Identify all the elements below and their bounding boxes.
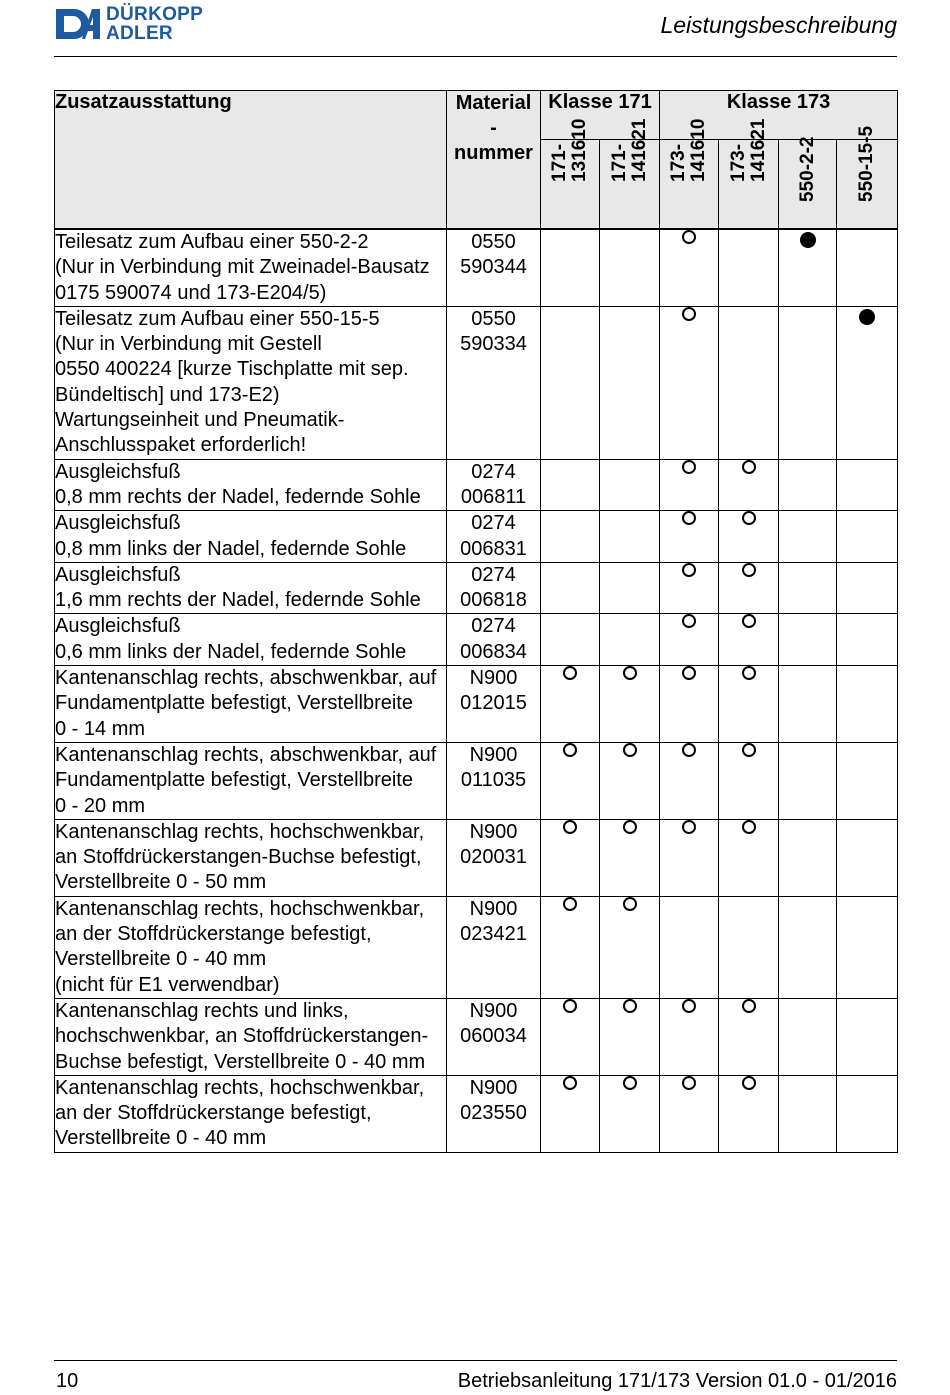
availability-cell (837, 998, 898, 1075)
availability-cell (837, 229, 898, 306)
availability-cell (541, 614, 600, 666)
material-number-cell (447, 666, 541, 743)
open-circle-icon (623, 820, 637, 834)
availability-cell (779, 562, 837, 614)
open-circle-icon (742, 743, 756, 757)
header-subcol-line1: 550-15-5 (856, 125, 878, 202)
description-line: Fundamentplatte befestigt, Verstellbreite (55, 692, 413, 715)
availability-cell (600, 562, 660, 614)
open-circle-icon (682, 563, 696, 577)
header-subcol-1 (600, 118, 660, 230)
description-line: Kantenanschlag rechts, hochschwenkbar, (55, 897, 425, 920)
table-row (55, 896, 898, 998)
material-number-line: N900 (469, 897, 518, 920)
table-row (55, 742, 898, 819)
header-subcol-label (798, 137, 818, 203)
table-row (55, 998, 898, 1075)
description-cell (55, 896, 447, 998)
material-number-cell (447, 511, 541, 563)
material-number-line: 011035 (460, 769, 527, 792)
material-number-line: N900 (469, 999, 518, 1022)
availability-cell (779, 742, 837, 819)
material-number-line: 060034 (460, 1025, 527, 1048)
availability-cell (719, 306, 779, 459)
material-number-line: 023421 (460, 923, 527, 946)
availability-cell (600, 229, 660, 306)
material-number-line: N900 (469, 743, 518, 766)
header-subcol-line2: 141621 (747, 118, 769, 182)
logo-wordmark (106, 5, 203, 43)
availability-cell (660, 562, 719, 614)
open-circle-icon (623, 999, 637, 1013)
open-circle-icon (682, 614, 696, 628)
availability-cell (719, 819, 779, 896)
header-divider (54, 56, 897, 57)
availability-cell (660, 896, 719, 998)
duerkopp-adler-logo-icon (54, 3, 102, 45)
description-line: Ausgleichsfuß (55, 460, 181, 483)
description-line: Kantenanschlag rechts, hochschwenkbar, (55, 820, 425, 843)
availability-cell (779, 306, 837, 459)
availability-cell (660, 459, 719, 511)
description-line: 1,6 mm rechts der Nadel, federnde Sohle (55, 589, 421, 612)
open-circle-icon (682, 460, 696, 474)
availability-cell (541, 229, 600, 306)
availability-cell (779, 1075, 837, 1152)
header-subcol-label (669, 119, 709, 182)
availability-cell (541, 896, 600, 998)
description-line: Teilesatz zum Aufbau einer 550-2-2 (55, 231, 369, 253)
header-klasse-173: Klasse 173 (660, 91, 898, 140)
description-line: Ausgleichsfuß (55, 615, 181, 638)
availability-cell (837, 511, 898, 563)
description-line: 0,8 mm links der Nadel, federnde Sohle (55, 537, 407, 560)
material-number-line: N900 (469, 820, 518, 843)
availability-cell (837, 1075, 898, 1152)
material-number-line: 006834 (460, 640, 527, 663)
open-circle-icon (623, 1076, 637, 1090)
description-cell (55, 306, 447, 459)
description-cell (55, 614, 447, 666)
description-line: 0 - 14 mm (55, 717, 146, 740)
material-number-line: 012015 (460, 692, 527, 715)
header-subcol-label (857, 126, 877, 202)
description-line: Fundamentplatte befestigt, Verstellbreite (55, 769, 413, 792)
availability-cell (837, 742, 898, 819)
description-cell (55, 998, 447, 1075)
header-subcol-3 (719, 118, 779, 230)
material-number-line: 0274 (471, 615, 516, 638)
open-circle-icon (742, 820, 756, 834)
description-line: (Nur in Verbindung mit Zweinadel-Bausatz (55, 256, 430, 279)
material-number-line: 590334 (460, 333, 527, 356)
header-material-line2: - (490, 117, 497, 139)
description-line: Kantenanschlag rechts, abschwenkbar, auf (55, 667, 437, 690)
footer-divider (54, 1360, 897, 1361)
availability-cell (600, 614, 660, 666)
material-number-line: N900 (469, 1076, 518, 1099)
material-number-cell (447, 306, 541, 459)
open-circle-icon (682, 511, 696, 525)
description-line: Kantenanschlag rechts, hochschwenkbar, (55, 1076, 425, 1099)
availability-cell (600, 1075, 660, 1152)
availability-cell (600, 306, 660, 459)
header-subcol-0 (541, 118, 600, 230)
table-row (55, 819, 898, 896)
description-line: 0,8 mm rechts der Nadel, federnde Sohle (55, 485, 421, 508)
header-zusatzausstattung: Zusatzausstattung (55, 91, 447, 230)
availability-cell (541, 998, 600, 1075)
equipment-table (54, 90, 898, 1153)
availability-cell (600, 896, 660, 998)
header-subcol-label (729, 119, 769, 182)
availability-cell (837, 306, 898, 459)
description-cell (55, 562, 447, 614)
material-number-line: 006831 (460, 537, 527, 560)
availability-cell (779, 614, 837, 666)
header-subcol-line1: 550-2-2 (796, 136, 818, 202)
availability-cell (660, 666, 719, 743)
description-cell (55, 666, 447, 743)
open-circle-icon (563, 897, 577, 911)
open-circle-icon (623, 666, 637, 680)
availability-cell (541, 511, 600, 563)
availability-cell (719, 896, 779, 998)
table-row (55, 229, 898, 306)
availability-cell (660, 1075, 719, 1152)
open-circle-icon (682, 743, 696, 757)
open-circle-icon (563, 666, 577, 680)
filled-circle-icon (859, 309, 875, 325)
description-line: (nicht für E1 verwendbar) (55, 973, 280, 996)
open-circle-icon (742, 614, 756, 628)
availability-cell (779, 459, 837, 511)
header-subcol-line1: 173- (668, 143, 690, 182)
material-number-line: 0274 (471, 512, 516, 535)
availability-cell (600, 459, 660, 511)
availability-cell (660, 306, 719, 459)
open-circle-icon (682, 999, 696, 1013)
open-circle-icon (742, 1076, 756, 1090)
availability-cell (660, 998, 719, 1075)
material-number-cell (447, 896, 541, 998)
description-line: Verstellbreite 0 - 50 mm (55, 871, 267, 894)
open-circle-icon (563, 743, 577, 757)
header-klasse-171: Klasse 171 (541, 91, 660, 140)
open-circle-icon (563, 999, 577, 1013)
description-line: Ausgleichsfuß (55, 563, 181, 586)
logo (54, 3, 203, 45)
availability-cell (541, 306, 600, 459)
header-material-line1: Material (455, 92, 532, 114)
availability-cell (837, 562, 898, 614)
description-line: Kantenanschlag rechts und links, (55, 999, 349, 1022)
availability-cell (660, 742, 719, 819)
description-line: Wartungseinheit und Pneumatik- (55, 409, 345, 432)
availability-cell (719, 742, 779, 819)
header-subcol-line1: 171- (608, 143, 630, 182)
description-line: (Nur in Verbindung mit Gestell (55, 333, 322, 356)
page-header-title: Leistungsbeschreibung (660, 12, 897, 38)
material-number-line: 023550 (460, 1102, 527, 1125)
header-subcol-line2: 131610 (569, 118, 590, 182)
header-subcol-label (550, 119, 590, 182)
availability-cell (719, 614, 779, 666)
availability-cell (541, 1075, 600, 1152)
page-number: 10 (56, 1370, 79, 1392)
availability-cell (541, 742, 600, 819)
header-subcol-line2: 141621 (628, 118, 650, 182)
open-circle-icon (682, 1076, 696, 1090)
description-line: Buchse befestigt, Verstellbreite 0 - 40 mm (55, 1050, 426, 1073)
table-row (55, 1075, 898, 1152)
availability-cell (719, 562, 779, 614)
material-number-line: 0550 (471, 231, 516, 253)
table-row (55, 459, 898, 511)
table-row (55, 562, 898, 614)
availability-cell (837, 896, 898, 998)
availability-cell (719, 998, 779, 1075)
open-circle-icon (623, 897, 637, 911)
availability-cell (837, 819, 898, 896)
description-cell (55, 1075, 447, 1152)
description-cell (55, 742, 447, 819)
material-number-line: 0550 (471, 307, 516, 330)
availability-cell (600, 998, 660, 1075)
availability-cell (779, 896, 837, 998)
header-subcol-2 (660, 118, 719, 230)
header-material-line3: nummer (454, 142, 533, 164)
availability-cell (660, 511, 719, 563)
material-number-line: N900 (469, 667, 518, 690)
description-line: Anschlusspaket erforderlich! (55, 434, 307, 457)
availability-cell (541, 666, 600, 743)
availability-cell (600, 511, 660, 563)
open-circle-icon (682, 307, 696, 321)
header-subcol-5 (837, 125, 898, 230)
availability-cell (541, 459, 600, 511)
availability-cell (660, 229, 719, 306)
availability-cell (779, 998, 837, 1075)
availability-cell (719, 229, 779, 306)
open-circle-icon (563, 1076, 577, 1090)
availability-cell (779, 666, 837, 743)
material-number-cell (447, 998, 541, 1075)
availability-cell (600, 666, 660, 743)
availability-cell (837, 614, 898, 666)
description-cell (55, 459, 447, 511)
description-line: an der Stoffdrückerstange befestigt, (55, 923, 372, 946)
description-cell (55, 511, 447, 563)
description-line: an Stoffdrückerstangen-Buchse befestigt, (55, 846, 422, 869)
availability-cell (541, 819, 600, 896)
material-number-cell (447, 562, 541, 614)
availability-cell (541, 562, 600, 614)
header-subcol-line1: 173- (727, 143, 749, 182)
table-row (55, 666, 898, 743)
availability-cell (660, 819, 719, 896)
description-cell (55, 229, 447, 306)
header-subcol-line2: 141610 (688, 118, 710, 182)
document-reference: Betriebsanleitung 171/173 Version 01.0 - 01/2016 (457, 1370, 897, 1392)
availability-cell (600, 742, 660, 819)
table-row (55, 614, 898, 666)
availability-cell (837, 459, 898, 511)
filled-circle-icon (800, 232, 816, 248)
material-number-cell (447, 742, 541, 819)
material-number-line: 020031 (460, 846, 527, 869)
header-subcol-label (610, 119, 650, 182)
table-row (55, 511, 898, 563)
open-circle-icon (742, 999, 756, 1013)
material-number-line: 590344 (460, 256, 527, 279)
description-line: 0550 400224 [kurze Tischplatte mit sep. (55, 358, 409, 381)
availability-cell (779, 511, 837, 563)
material-number-cell (447, 229, 541, 306)
availability-cell (600, 819, 660, 896)
availability-cell (779, 229, 837, 306)
availability-cell (719, 511, 779, 563)
availability-cell (719, 459, 779, 511)
material-number-line: 0274 (471, 460, 516, 483)
description-line: Verstellbreite 0 - 40 mm (55, 1127, 267, 1150)
open-circle-icon (682, 820, 696, 834)
material-number-cell (447, 1075, 541, 1152)
description-cell (55, 819, 447, 896)
description-line: Kantenanschlag rechts, abschwenkbar, auf (55, 743, 437, 766)
open-circle-icon (623, 743, 637, 757)
availability-cell (719, 1075, 779, 1152)
logo-line1: DÜRKOPP (106, 4, 204, 25)
description-line: hochschwenkbar, an Stoffdrückerstangen- (55, 1025, 429, 1048)
material-number-line: 006811 (460, 485, 527, 508)
description-line: 0175 590074 und 173-E204/5) (55, 281, 327, 304)
open-circle-icon (563, 820, 577, 834)
header-subcol-4 (779, 136, 837, 230)
open-circle-icon (742, 511, 756, 525)
material-number-cell (447, 459, 541, 511)
description-line: Teilesatz zum Aufbau einer 550-15-5 (55, 307, 380, 330)
open-circle-icon (742, 460, 756, 474)
header-material-number (447, 91, 541, 230)
open-circle-icon (742, 563, 756, 577)
description-line: Ausgleichsfuß (55, 512, 181, 535)
description-line: 0 - 20 mm (55, 794, 146, 817)
availability-cell (719, 666, 779, 743)
description-line: an der Stoffdrückerstange befestigt, (55, 1102, 372, 1125)
description-line: Bündeltisch] und 173-E2) (55, 383, 280, 406)
header-subcol-line1: 171- (549, 143, 570, 182)
availability-cell (660, 614, 719, 666)
material-number-line: 0274 (471, 563, 516, 586)
material-number-cell (447, 614, 541, 666)
logo-line2: ADLER (106, 23, 173, 44)
material-number-line: 006818 (460, 589, 527, 612)
availability-cell (837, 666, 898, 743)
availability-cell (779, 819, 837, 896)
open-circle-icon (682, 666, 696, 680)
table-row (55, 306, 898, 459)
description-line: 0,6 mm links der Nadel, federnde Sohle (55, 640, 407, 663)
open-circle-icon (682, 230, 696, 244)
material-number-cell (447, 819, 541, 896)
open-circle-icon (742, 666, 756, 680)
description-line: Verstellbreite 0 - 40 mm (55, 948, 267, 971)
